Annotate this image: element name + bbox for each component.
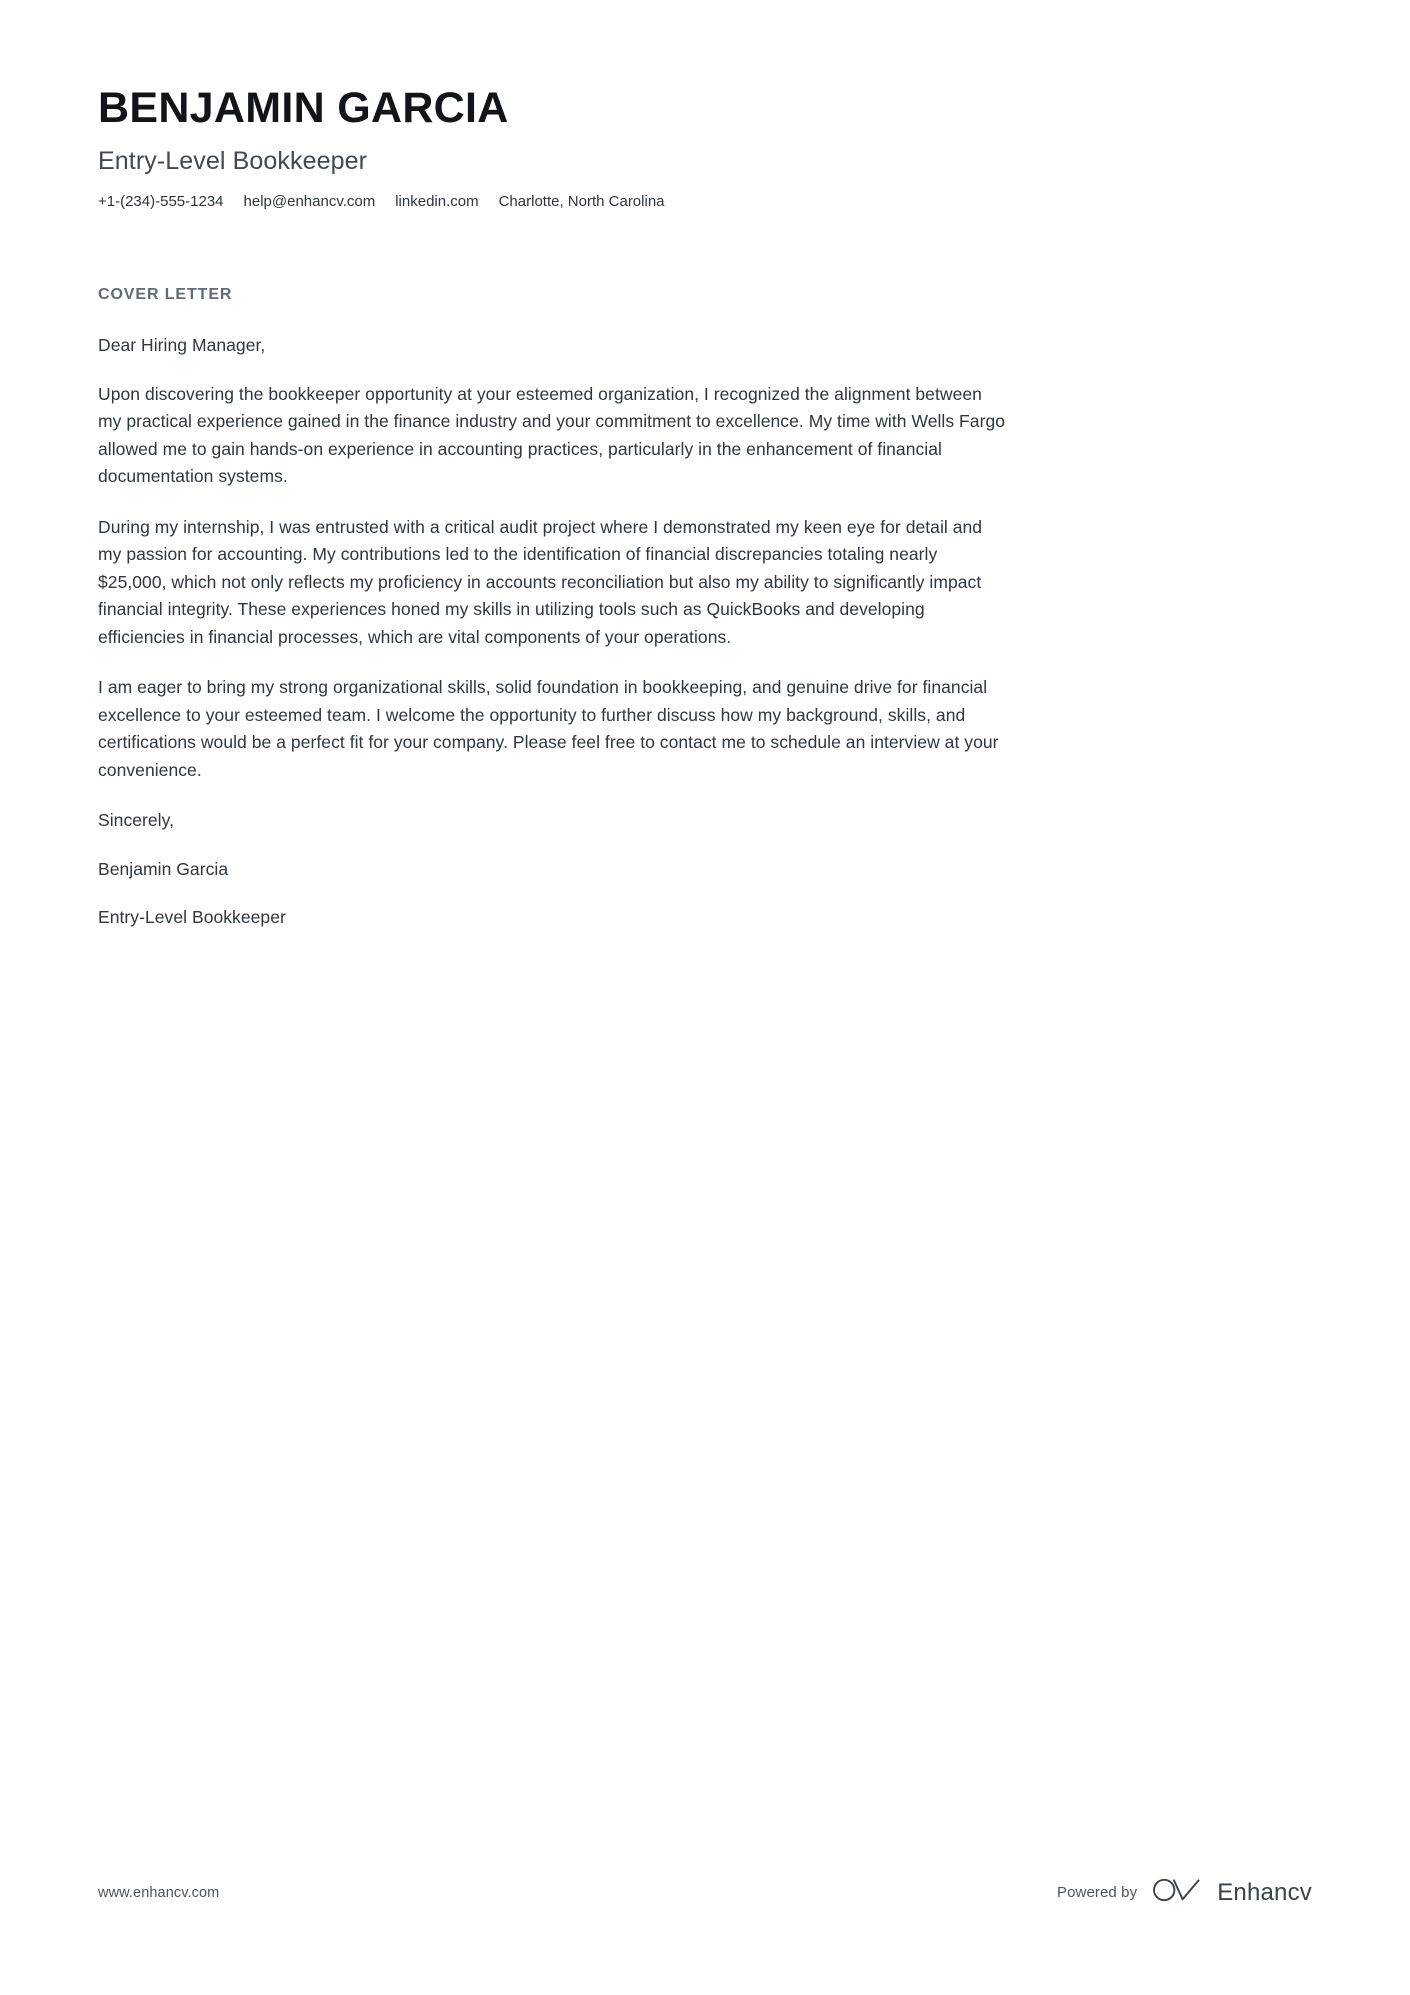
signature-name: Benjamin Garcia (98, 858, 229, 879)
enhancv-infinity-logo-icon (1151, 1876, 1203, 1909)
contact-location: Charlotte, North Carolina (498, 193, 665, 210)
contact-email: help@enhancv.com (243, 193, 376, 210)
contact-linkedin: linkedin.com (395, 193, 479, 210)
contact-details-row (98, 191, 1010, 213)
document-footer (98, 1876, 1312, 1909)
footer-brand-group (1057, 1876, 1312, 1909)
letter-paragraph-2: During my internship, I was entrusted with a critical audit project where I demonstrated my keen eye for detail and my passion for accounting. My contributions led to the identification of financial discrepancies totaling nearly $25,000, which not only reflects my proficiency in accounts reconciliation but also my ability to significantly impact financial integrity. These experiences honed my skills in utilizing tools such as QuickBooks and developing efficiencies in financial processes, which are vital components of your operations. (98, 516, 983, 647)
salutation: Dear Hiring Manager, (98, 335, 266, 355)
signature-title: Entry-Level Bookkeeper (98, 907, 286, 927)
closing-line: Sincerely, (98, 810, 175, 830)
powered-by-label: Powered by (1056, 1883, 1138, 1901)
candidate-full-name: BENJAMIN GARCIA (98, 84, 509, 132)
footer-website-url[interactable]: www.enhancv.com (98, 1884, 220, 1901)
enhancv-brand-name: Enhancv (1217, 1878, 1312, 1906)
letter-paragraph-3: I am eager to bring my strong organizational skills, solid foundation in bookkeeping, and genuine drive for financial excellence to your esteemed team. I welcome the opportunity to further discuss how my background, skills, and certifications would be a perfect fit for your company. Please feel free to contact me to schedule an interview at your convenience. (98, 677, 999, 780)
candidate-job-title: Entry-Level Bookkeeper (98, 147, 368, 175)
document-content (98, 0, 1010, 932)
letter-paragraph-1: Upon discovering the bookkeeper opportunity at your esteemed organization, I recognized the alignment between my practical experience gained in the finance industry and your commitment to excellence. My time with Wells Fargo allowed me to gain hands-on experience in accounting practices, particularly in the enhancement of financial documentation systems. (98, 383, 1006, 486)
cover-letter-body (98, 332, 1010, 932)
section-heading-cover-letter: COVER LETTER (98, 286, 233, 303)
document-header (98, 0, 1010, 213)
contact-phone: +1-(234)-555-1234 (98, 193, 224, 210)
cover-letter-section (98, 285, 1010, 932)
